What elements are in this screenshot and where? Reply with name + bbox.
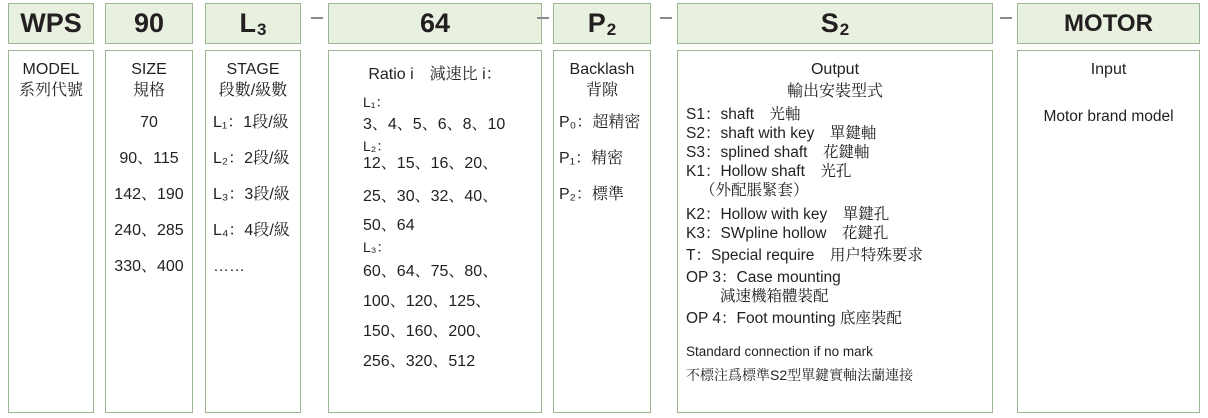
stage-option: L₄：4段/級 <box>213 222 290 239</box>
backlash-option: P₁：精密 <box>559 150 624 167</box>
body-ratio <box>328 50 542 413</box>
output-option: S3：splined shaft 花鍵軸 <box>686 144 870 161</box>
output-option: K3：SWpline hollow 花鍵孔 <box>686 225 889 242</box>
separator-dash <box>311 17 323 19</box>
ratio-values: 12、15、16、20、 <box>363 155 499 172</box>
output-option: S2：shaft with key 單鍵軸 <box>686 125 877 142</box>
separator-dash <box>1000 17 1012 19</box>
output-option-note: 減速機箱體裝配 <box>720 288 829 305</box>
ratio-values: 50、64 <box>363 217 415 234</box>
ratio-stage-label: L₃： <box>363 239 391 255</box>
size-value: 330、400 <box>114 258 184 275</box>
separator-dash <box>660 17 672 19</box>
output-standard-note-zh: 不標注爲標準S2型單鍵實軸法蘭連接 <box>686 367 914 383</box>
output-option: K2：Hollow with key 單鍵孔 <box>686 206 890 223</box>
stage-ellipsis: …… <box>213 258 245 275</box>
output-standard-note-en: Standard connection if no mark <box>686 344 873 359</box>
column-stage <box>205 3 301 413</box>
size-label-en: SIZE <box>131 61 167 78</box>
header-backlash: P 2 <box>553 3 651 44</box>
output-option: S1：shaft 光軸 <box>686 106 801 123</box>
output-option: T：Special require 用户特殊要求 <box>686 247 923 264</box>
size-label-zh: 規格 <box>132 82 165 99</box>
output-title-en: Output <box>810 61 860 78</box>
header-motor: MOTOR <box>1017 3 1200 44</box>
output-option: OP 3：Case mounting <box>686 269 841 286</box>
ratio-values: 150、160、200、 <box>363 323 492 340</box>
header-model: WPS <box>8 3 94 44</box>
header-stage: L 3 <box>205 3 301 44</box>
backlash-label-zh: 背隙 <box>585 82 618 99</box>
body-motor <box>1017 50 1200 413</box>
column-model <box>8 3 94 413</box>
column-output <box>677 3 993 413</box>
body-size <box>105 50 193 413</box>
output-option: K1：Hollow shaft 光孔 <box>686 163 852 180</box>
backlash-label-en: Backlash <box>569 61 635 78</box>
column-motor <box>1017 3 1200 413</box>
size-value: 70 <box>140 114 158 131</box>
body-stage <box>205 50 301 413</box>
header-ratio: 64 <box>328 3 542 44</box>
ratio-values: 256、320、512 <box>363 353 476 370</box>
motor-input-label: Input <box>1090 61 1127 78</box>
ratio-stage-label: L₁： <box>363 94 390 110</box>
ratio-stage-label: L₂： <box>363 138 391 154</box>
backlash-option: P₂：標準 <box>559 186 624 203</box>
stage-option: L₂：2段/級 <box>213 150 290 167</box>
column-backlash <box>553 3 651 413</box>
stage-label-en: STAGE <box>226 61 280 78</box>
size-value: 240、285 <box>114 222 184 239</box>
column-ratio <box>328 3 542 413</box>
ratio-values: 3、4、5、6、8、10 <box>363 116 506 133</box>
stage-label-zh: 段數/級數 <box>218 82 288 99</box>
output-title-zh: 輸出安裝型式 <box>786 83 883 100</box>
model-label-en: MODEL <box>22 61 80 78</box>
stage-option: L₁：1段/級 <box>213 114 289 131</box>
header-output: S 2 <box>677 3 993 44</box>
header-size: 90 <box>105 3 193 44</box>
body-backlash <box>553 50 651 413</box>
output-option: OP 4：Foot mounting 底座裝配 <box>686 310 902 327</box>
size-value: 90、115 <box>119 150 179 167</box>
ratio-values: 100、120、125、 <box>363 293 492 310</box>
motor-brand-model: Motor brand model <box>1043 108 1174 125</box>
output-option-note: （外配脹緊套） <box>700 182 809 199</box>
ratio-values: 60、64、75、80、 <box>363 263 499 280</box>
body-model <box>8 50 94 413</box>
ratio-title: Ratio i 減速比 i： <box>368 66 502 83</box>
size-value: 142、190 <box>114 186 184 203</box>
column-size <box>105 3 193 413</box>
stage-option: L₃：3段/級 <box>213 186 290 203</box>
model-label-zh: 系列代號 <box>18 82 83 99</box>
separator-dash <box>537 17 549 19</box>
body-output <box>677 50 993 413</box>
ratio-values: 25、30、32、40、 <box>363 188 499 205</box>
backlash-option: P₀：超精密 <box>559 114 641 131</box>
